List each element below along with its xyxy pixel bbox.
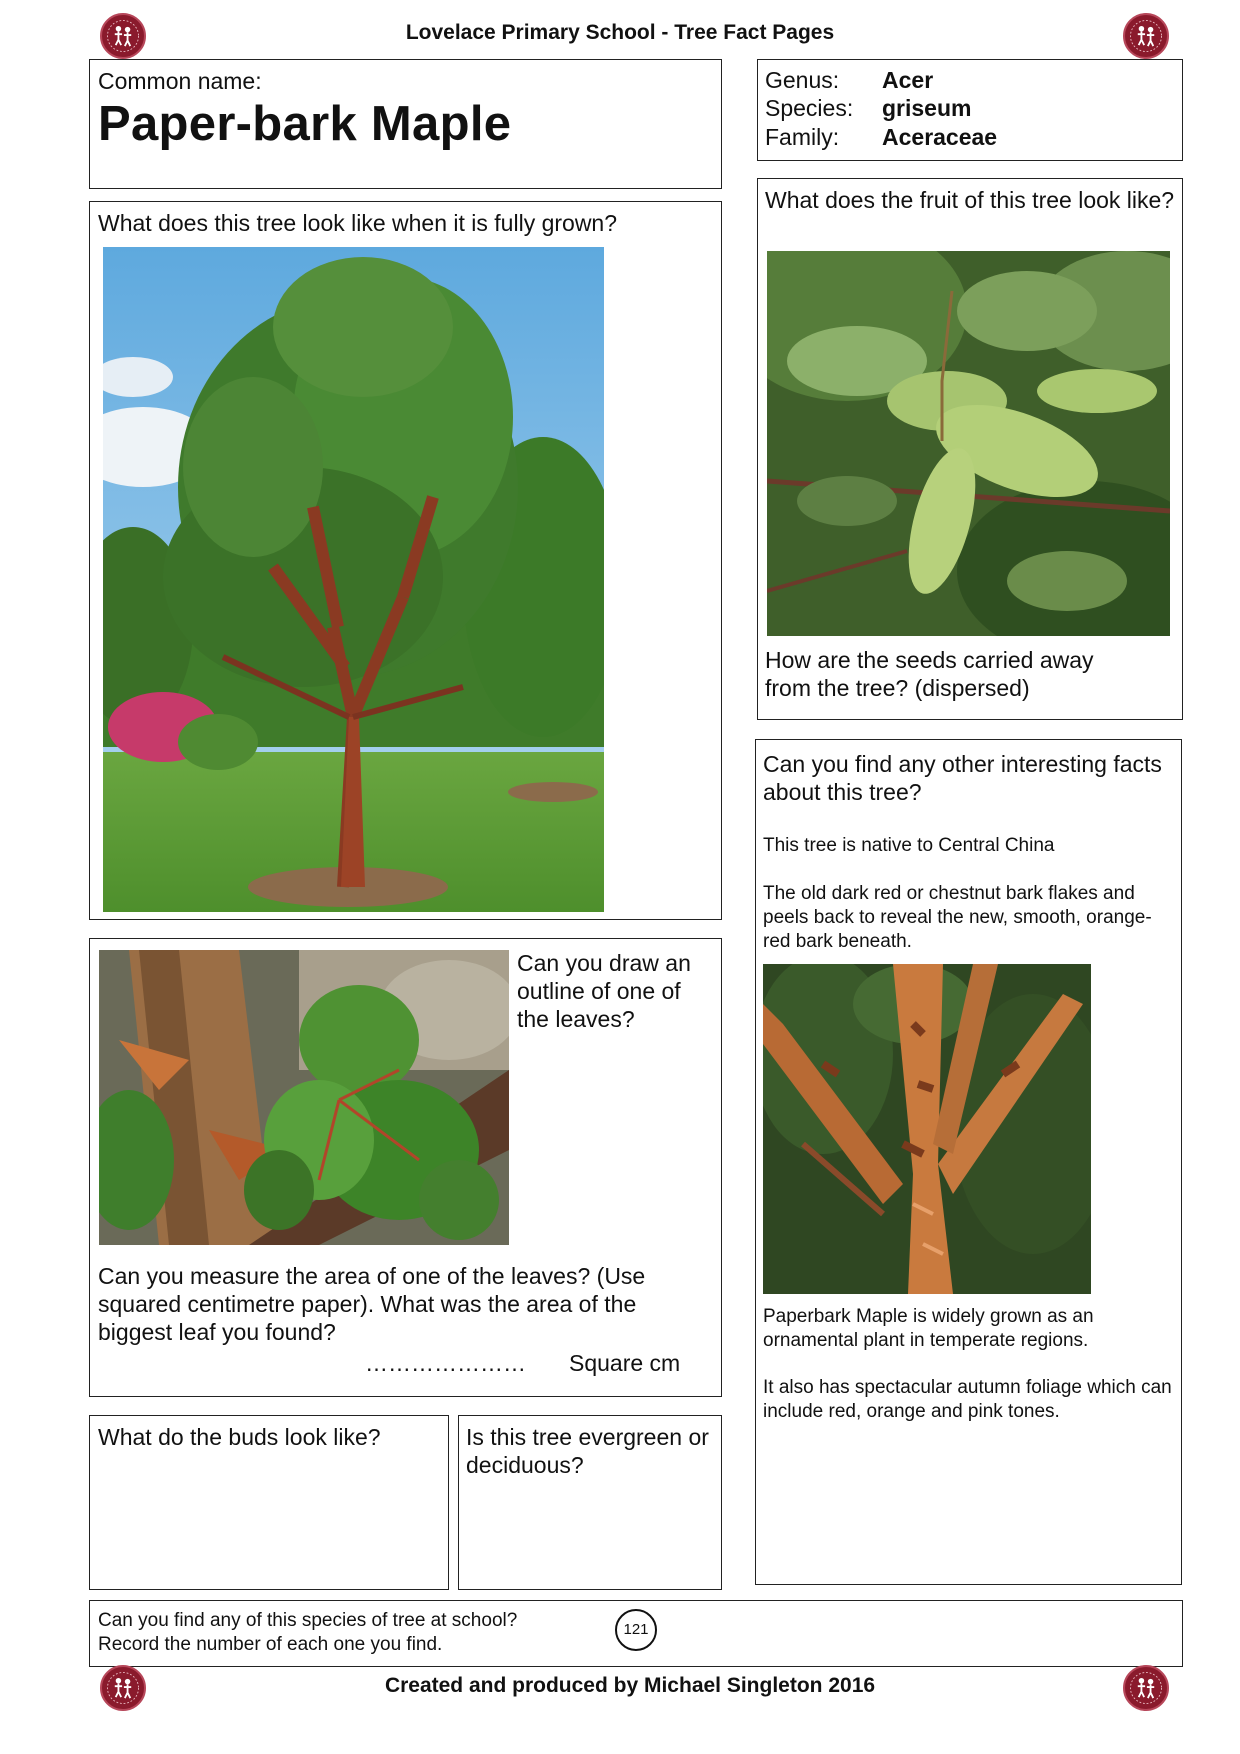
page-header-title: Lovelace Primary School - Tree Fact Pages xyxy=(405,21,835,44)
school-count-line1: Can you find any of this species of tree at school? xyxy=(98,1610,518,1631)
common-name-box xyxy=(89,59,722,189)
mature-tree-photo xyxy=(103,247,604,912)
facts-question: Can you find any other interesting facts about this tree? xyxy=(763,751,1162,805)
fruit-photo xyxy=(767,251,1170,636)
genus-value: Acer xyxy=(882,67,934,93)
school-logo-bottom-left xyxy=(100,1665,146,1711)
common-name-label: Common name: xyxy=(98,68,262,94)
area-unit: Square cm xyxy=(569,1350,681,1376)
common-name-value: Paper-bark Maple xyxy=(98,97,512,151)
fruit-box xyxy=(757,178,1183,720)
school-logo-top-left xyxy=(100,13,146,59)
footer-credit: Created and produced by Michael Singleton 2016 xyxy=(384,1674,876,1697)
facts-box xyxy=(755,739,1182,1585)
fact-autumn: It also has spectacular autumn foliage which can include red, orange and pink tones. xyxy=(763,1377,1172,1422)
draw-leaf-question: Can you draw an outline of one of the leaves? xyxy=(517,950,691,1032)
school-count-line2: Record the number of each one you find. xyxy=(98,1634,443,1655)
species-value: griseum xyxy=(882,95,972,121)
fact-ornamental: Paperbark Maple is widely grown as an ornamental plant in temperate regions. xyxy=(763,1306,1094,1351)
page-number-badge: 121 xyxy=(615,1609,657,1651)
genus-label: Genus: xyxy=(765,67,840,93)
area-answer-blank: ………………… xyxy=(365,1350,526,1376)
school-logo-bottom-right xyxy=(1123,1665,1169,1711)
fully-grown-box xyxy=(89,201,722,920)
fact-native: This tree is native to Central China xyxy=(763,835,1055,856)
family-label: Family: xyxy=(765,124,840,150)
bark-photo xyxy=(763,964,1091,1294)
fully-grown-question: What does this tree look like when it is fully grown? xyxy=(98,210,618,236)
leaves-box xyxy=(89,938,722,1397)
fruit-question: What does the fruit of this tree look like? xyxy=(765,187,1175,213)
school-count-box xyxy=(89,1600,1183,1667)
evergreen-question: Is this tree evergreen or deciduous? xyxy=(466,1424,709,1478)
buds-question: What do the buds look like? xyxy=(98,1424,381,1450)
leaves-photo xyxy=(99,950,509,1245)
buds-box xyxy=(89,1415,449,1590)
taxonomy-box xyxy=(757,59,1183,161)
fact-bark: The old dark red or chestnut bark flakes and peels back to reveal the new, smooth, orange-red bark beneath. xyxy=(763,883,1152,952)
school-logo-top-right xyxy=(1123,13,1169,59)
species-label: Species: xyxy=(765,95,854,121)
measure-leaf-question: Can you measure the area of one of the leaves? (Use squared centimetre paper). What was the area of the biggest leaf you found? xyxy=(98,1263,646,1345)
family-value: Aceraceae xyxy=(882,124,998,150)
seed-dispersal-question: How are the seeds carried away from the tree? (dispersed) xyxy=(765,647,1094,701)
evergreen-box xyxy=(458,1415,722,1590)
